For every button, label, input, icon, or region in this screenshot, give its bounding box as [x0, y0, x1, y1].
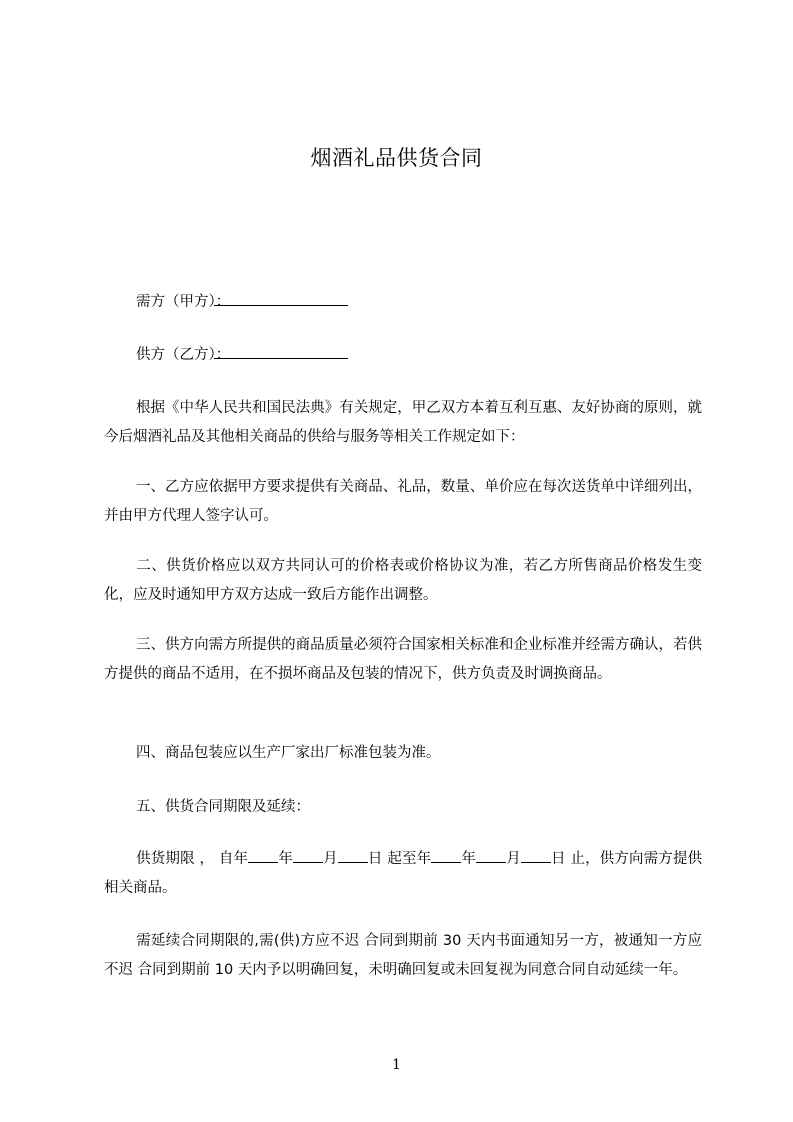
supply-period-label: 供货期限 ， [136, 851, 215, 867]
end-year-blank[interactable] [431, 847, 461, 863]
buyer-party-line [104, 290, 704, 313]
supplier-label: 供方（乙方）： [136, 347, 231, 363]
buyer-label: 需方（甲方）： [136, 294, 231, 310]
clause-4-text: 四、商品包装应以生产厂家出厂标准包装为准。 [136, 745, 441, 761]
clause-5 [104, 793, 702, 822]
buyer-name-blank[interactable] [214, 290, 348, 306]
extension-paragraph [104, 927, 702, 985]
page-number: 1 [392, 1057, 401, 1073]
period-to-prefix: 起至年 [387, 851, 432, 867]
year-unit: 年 [278, 851, 293, 867]
end-day-blank[interactable] [521, 847, 551, 863]
supplier-party-line [104, 343, 704, 366]
period-end-text: 止，供方向需方提供相关商品。 [104, 851, 703, 896]
supplier-name-blank[interactable] [214, 343, 348, 359]
clause-5-text: 五、供货合同期限及延续： [136, 799, 310, 815]
supply-period-paragraph [104, 845, 702, 903]
page-title: 烟酒礼品供货合同 [310, 146, 483, 170]
period-from-prefix: 自年 [218, 851, 249, 867]
start-day-blank[interactable] [338, 847, 368, 863]
start-month-blank[interactable] [293, 847, 323, 863]
month-unit: 月 [506, 851, 521, 867]
clause-4 [104, 739, 702, 768]
clause-2-text: 二、供货价格应以双方共同认可的价格表或价格协议为准，若乙方所售商品价格发生变化，应及时通知甲方双方达成一致后方能作出调整。 [104, 558, 702, 603]
year-unit: 年 [461, 851, 477, 867]
day-unit: 日 [550, 851, 566, 867]
clause-3 [104, 631, 702, 689]
start-year-blank[interactable] [248, 847, 278, 863]
clause-1-text: 一、乙方应依据甲方要求提供有关商品、礼品，数量、单价应在每次送货单中详细列出，并由甲方代理人签字认可。 [104, 479, 702, 524]
clause-1 [104, 473, 702, 531]
end-month-blank[interactable] [476, 847, 506, 863]
preamble-text: 根据《中华人民共和国民法典》有关规定，甲乙双方本着互利互惠、友好协商的原则，就今后烟酒礼品及其他相关商品的供给与服务等相关工作规定如下： [104, 400, 702, 445]
extension-text: 需延续合同期限的,需(供)方应不迟 合同到期前 30 天内书面通知另一方，被通知一方应不迟 合同到期前 10 天内予以明确回复，未明确回复或未回复视为同意合同自动延续一年。 [104, 933, 702, 978]
preamble-paragraph [104, 394, 702, 452]
month-unit: 月 [322, 851, 338, 867]
day-unit: 日 [367, 851, 383, 867]
clause-3-text: 三、供方向需方所提供的商品质量必须符合国家相关标准和企业标准并经需方确认，若供方提供的商品不适用，在不损坏商品及包装的情况下，供方负责及时调换商品。 [104, 637, 702, 682]
clause-2 [104, 552, 702, 610]
